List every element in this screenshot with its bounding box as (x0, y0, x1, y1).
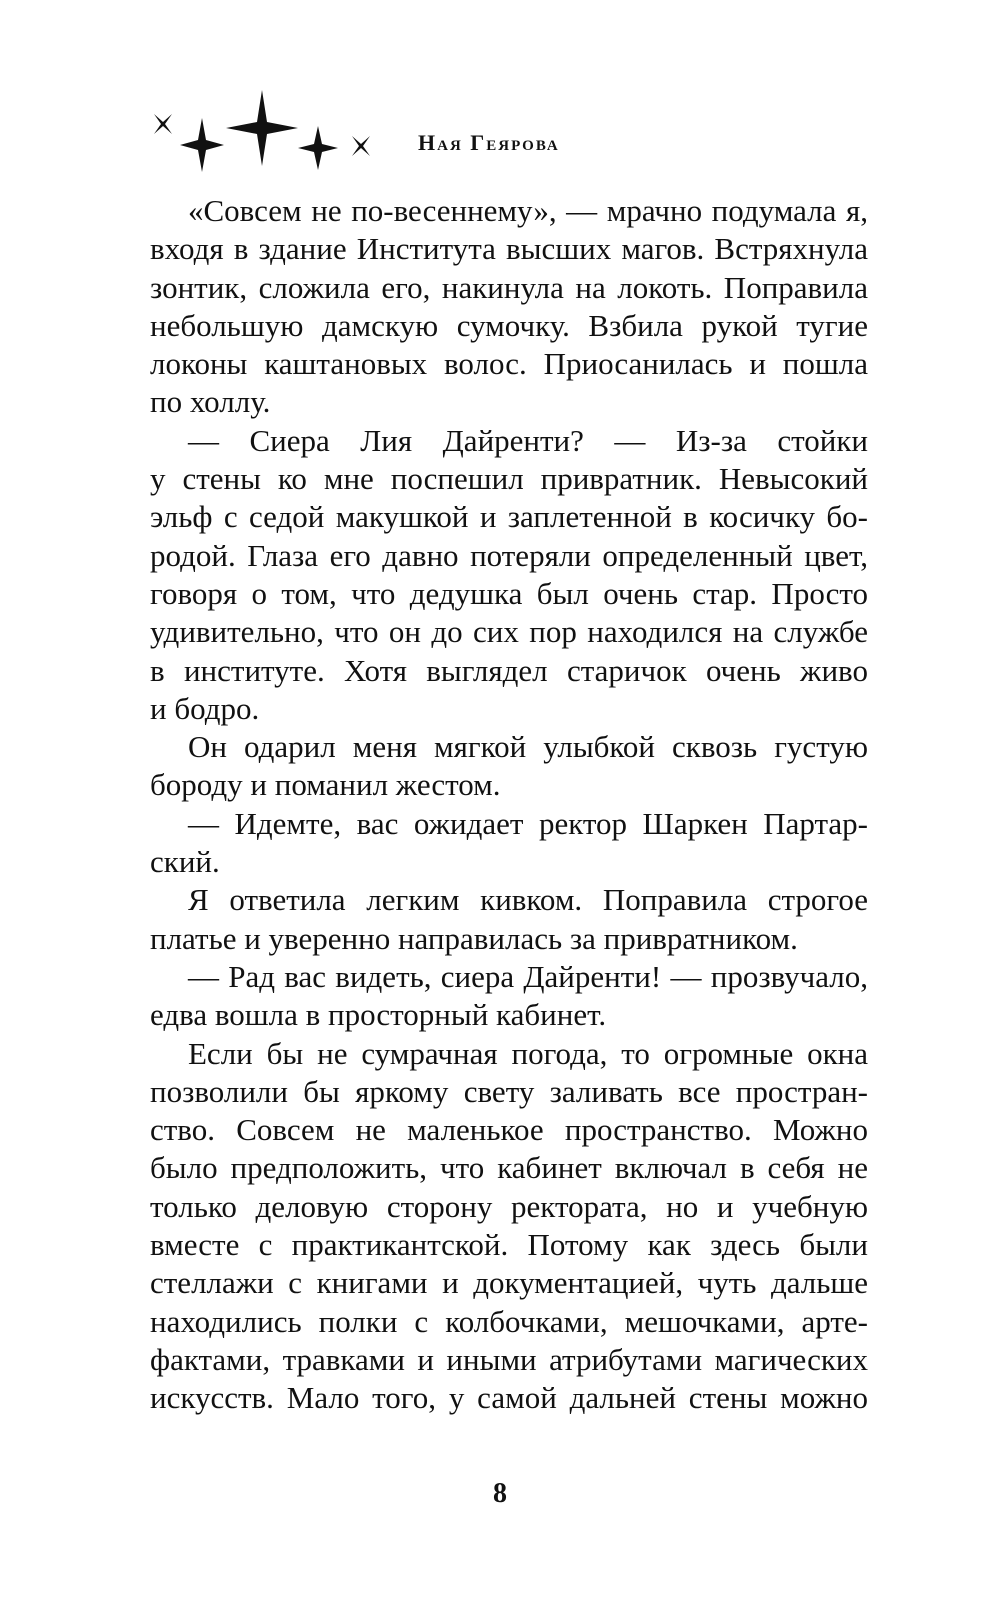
text-line: было предположить, что кабинет включал в себя не (150, 1150, 868, 1186)
text-line: «Совсем не по-весеннему», — мрачно подумала я, (188, 193, 868, 228)
running-header (150, 88, 870, 178)
text-line: Если бы не сумрачная погода, то огромные окна (188, 1035, 868, 1071)
text-line: небольшую дамскую сумочку. Взбила рукой тугие (150, 307, 868, 343)
author-name: Ная Геярова (418, 130, 560, 155)
text-line: родой. Глаза его давно потеряли определенный цвет, (150, 537, 868, 573)
text-line: едва вошла в просторный кабинет. (150, 997, 607, 1033)
text-line: ский. (150, 844, 220, 880)
text-line: в институте. Хотя выглядел старичок очень живо (150, 652, 868, 688)
text-line: — Рад вас видеть, сиера Дайренти! — прозвучало, (188, 958, 868, 994)
text-line: удивительно, что он до сих пор находился на службе (150, 614, 868, 650)
text-line: платье и уверенно направилась за привратником. (150, 920, 798, 956)
text-line: и бодро. (150, 690, 260, 726)
text-line: ство. Совсем не маленькое пространство. Можно (150, 1112, 868, 1148)
text-line: только деловую сторону ректората, но и учебную (150, 1188, 868, 1224)
text-line: вместе с практикантской. Потому как здесь были (150, 1227, 868, 1263)
text-line: входя в здание Института высших магов. Встряхнула (150, 231, 868, 267)
text-line: говоря о том, что дедушка был очень стар. Просто (150, 575, 868, 611)
text-line: — Идемте, вас ожидает ректор Шаркен Партар- (188, 805, 868, 841)
text-line: бороду и поманил жестом. (150, 767, 501, 803)
text-line: — Сиера Лия Дайренти? — Из-за стойки (188, 422, 868, 458)
text-line: искусств. Мало того, у самой дальней стены можно (150, 1380, 868, 1416)
text-line: локоны каштановых волос. Приосанилась и пошла (150, 346, 868, 382)
text-line: Я ответила легким кивком. Поправила строгое (188, 882, 868, 918)
page-number: 8 (493, 1478, 507, 1509)
text-line: находились полки с колбочками, мешочками, арте- (150, 1303, 868, 1339)
text-line: зонтик, сложила его, накинула на локоть. Поправила (150, 269, 868, 305)
body-text (150, 192, 868, 1418)
text-line: у стены ко мне поспешил привратник. Невысокий (150, 461, 868, 497)
text-line: по холлу. (150, 384, 271, 420)
text-line: стеллажи с книгами и документацией, чуть дальше (150, 1265, 868, 1301)
text-line: эльф с седой макушкой и заплетенной в косичку бо- (150, 499, 868, 535)
text-line: позволили бы яркому свету заливать все простран- (150, 1073, 868, 1109)
four-point-stars-ornament-icon (150, 88, 410, 178)
text-line: фактами, травками и иными атрибутами магических (150, 1341, 868, 1377)
text-line: Он одарил меня мягкой улыбкой сквозь густую (188, 729, 868, 765)
